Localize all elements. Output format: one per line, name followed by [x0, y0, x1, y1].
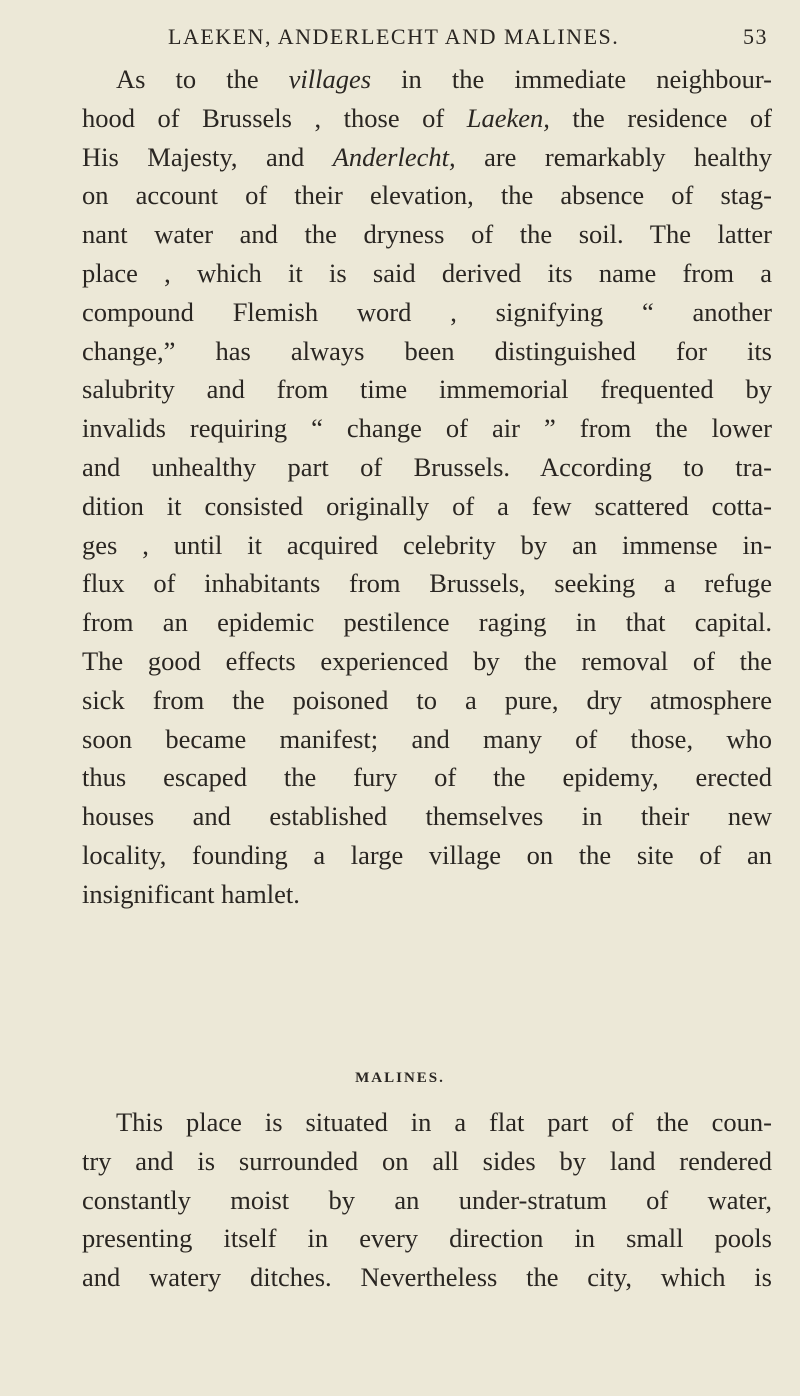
text-line: His Majesty, and Anderlecht, are remarkably healthy [82, 141, 773, 172]
text-line: change,” has always been distinguished for its [82, 335, 772, 366]
section-heading: MALINES. [355, 1070, 445, 1086]
running-head-title: LAEKEN, ANDERLECHT AND MALINES. [168, 24, 620, 49]
paragraph-malines [82, 1103, 772, 1297]
text-line: invalids requiring “ change of air ” from the lower [82, 413, 772, 444]
running-head [168, 22, 768, 52]
text-line: compound Flemish word , signifying “ another [82, 296, 772, 327]
page-number: 53 [743, 24, 768, 49]
text-line: hood of Brussels , those of Laeken, the residence of [82, 102, 772, 133]
text-line: on account of their elevation, the absence of stag- [82, 180, 772, 211]
text-line: locality, founding a large village on the site of an [82, 839, 772, 870]
text-line: dition it consisted originally of a few scattered cotta- [82, 490, 772, 521]
text-line: soon became manifest; and many of those, who [82, 723, 772, 754]
paragraph-villages [82, 60, 772, 914]
text-line: This place is situated in a flat part of the coun- [116, 1107, 772, 1137]
text-line: The good effects experienced by the removal of the [82, 645, 772, 676]
text-line: constantly moist by an under-stratum of water, [82, 1184, 772, 1215]
text-line: insignificant hamlet. [82, 878, 300, 909]
text-line: thus escaped the fury of the epidemy, erected [82, 762, 772, 793]
text-line: As to the villages in the immediate neighbour- [116, 64, 772, 94]
text-line: and unhealthy part of Brussels. According to tra- [82, 451, 772, 482]
text-line: place , which it is said derived its name from a [82, 257, 772, 288]
text-line: salubrity and from time immemorial frequented by [82, 374, 772, 405]
text-line: nant water and the dryness of the soil. The latter [82, 219, 772, 250]
text-line: and watery ditches. Nevertheless the city, which is [82, 1262, 772, 1293]
text-line: try and is surrounded on all sides by land rendered [82, 1145, 772, 1176]
text-line: sick from the poisoned to a pure, dry atmosphere [82, 684, 772, 715]
text-line: houses and established themselves in their new [82, 801, 772, 832]
text-line: presenting itself in every direction in small pools [82, 1223, 772, 1254]
text-line: ges , until it acquired celebrity by an immense in- [82, 529, 772, 560]
text-line: from an epidemic pestilence raging in that capital. [82, 607, 772, 638]
text-line: flux of inhabitants from Brussels, seeking a refuge [82, 568, 772, 599]
